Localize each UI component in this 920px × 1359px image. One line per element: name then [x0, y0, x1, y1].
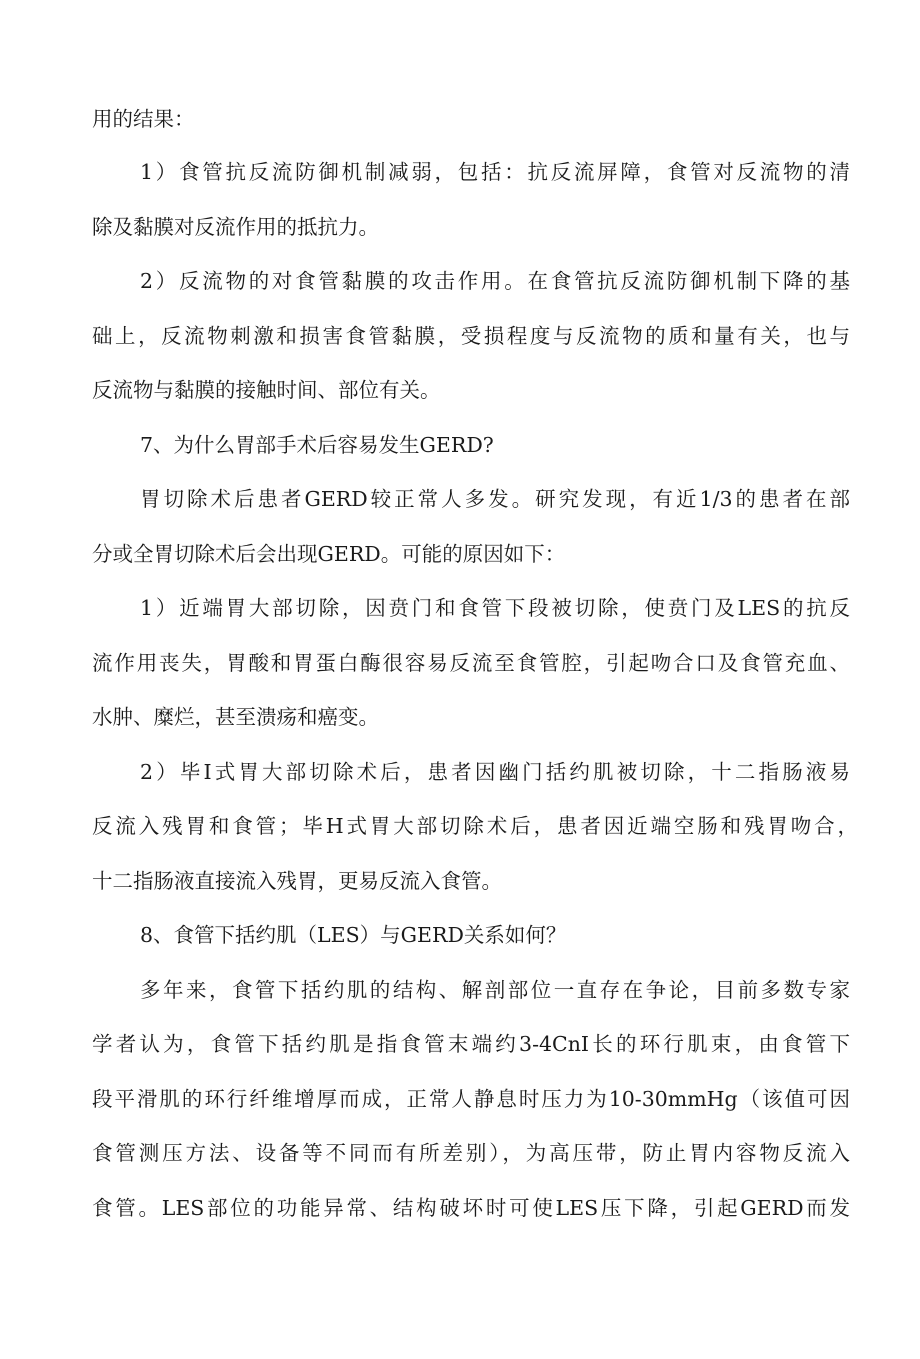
- section-heading-7: 7、为什么胃部手术后容易发生GERD?: [140, 433, 494, 457]
- text-line-2: 1）食管抗反流防御机制减弱，包括：抗反流屏障，食管对反流物的清: [140, 160, 850, 184]
- text-line-3: 除及黏膜对反流作用的抵抗力。: [92, 215, 379, 239]
- text-line-20: 食管测压方法、设备等不同而有所差别），为高压带，防止胃内容物反流入: [92, 1141, 850, 1165]
- text-line-11: 流作用丧失，胃酸和胃蛋白酶很容易反流至食管腔，引起吻合口及食管充血、: [92, 651, 850, 675]
- section-heading-8: 8、食管下括约肌（LES）与GERD关系如何？: [140, 923, 567, 947]
- text-line-10: 1）近端胃大部切除，因贲门和食管下段被切除，使贲门及LES的抗反: [140, 596, 850, 620]
- text-line-13: 2）毕I式胃大部切除术后，患者因幽门括约肌被切除，十二指肠液易: [140, 760, 850, 784]
- text-line-18: 学者认为，食管下括约肌是指食管末端约3-4CnI长的环行肌束，由食管下: [92, 1032, 850, 1056]
- text-line-19: 段平滑肌的环行纤维增厚而成，正常人静息时压力为10-30mmHg（该值可因: [92, 1087, 850, 1111]
- text-line-9: 分或全胃切除术后会出现GERD。可能的原因如下：: [92, 542, 566, 566]
- text-line-15: 十二指肠液直接流入残胃，更易反流入食管。: [92, 869, 502, 893]
- text-line-4: 2）反流物的对食管黏膜的攻击作用。在食管抗反流防御机制下降的基: [140, 269, 850, 293]
- text-line-6: 反流物与黏膜的接触时间、部位有关。: [92, 378, 441, 402]
- text-line-17: 多年来，食管下括约肌的结构、解剖部位一直存在争论，目前多数专家: [140, 978, 850, 1002]
- text-line-8: 胃切除术后患者GERD较正常人多发。研究发现，有近1/3的患者在部: [140, 487, 850, 511]
- text-line-21: 食管。LES部位的功能异常、结构破坏时可使LES压下降，引起GERD而发: [92, 1196, 850, 1220]
- text-line-5: 础上，反流物刺激和损害食管黏膜，受损程度与反流物的质和量有关，也与: [92, 324, 850, 348]
- text-line-1: 用的结果：: [92, 107, 195, 131]
- text-line-12: 水肿、糜烂，甚至溃疡和癌变。: [92, 705, 379, 729]
- text-line-14: 反流入残胃和食管；毕H式胃大部切除术后，患者因近端空肠和残胃吻合，: [92, 814, 858, 838]
